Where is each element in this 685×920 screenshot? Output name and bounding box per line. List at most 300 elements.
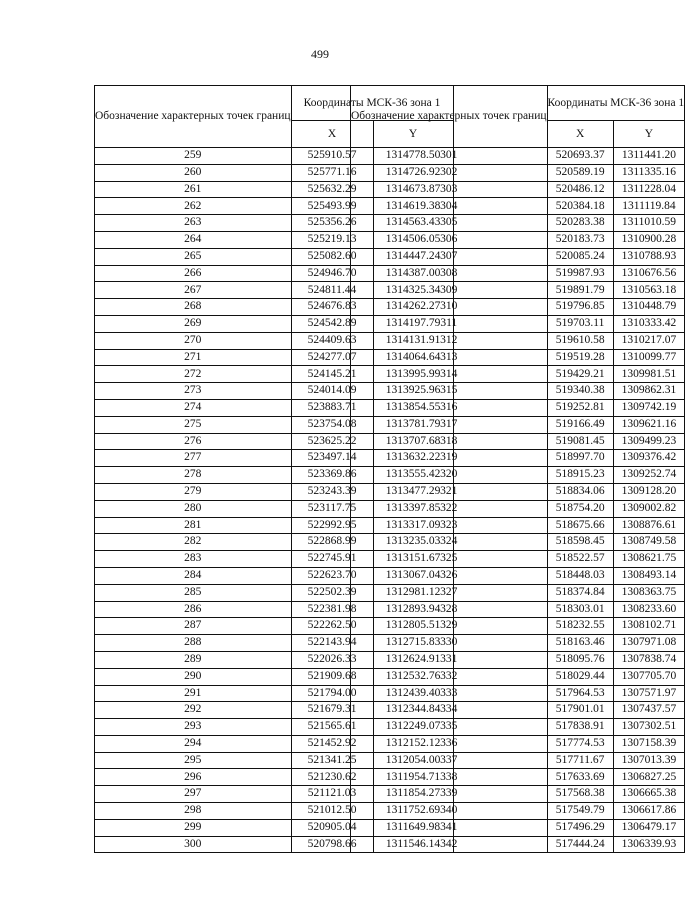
cell-y: 1308102.71 — [613, 618, 684, 635]
cell-y: 1308621.75 — [613, 551, 684, 568]
cell-y: 1306479.17 — [613, 819, 684, 836]
cell-y: 1313707.68 — [373, 433, 453, 450]
cell-point-number: 271 — [95, 349, 292, 366]
cell-point-number: 279 — [95, 483, 292, 500]
cell-point-number: 263 — [95, 215, 292, 232]
cell-point-number: 312 — [351, 332, 548, 349]
cell-y: 1312249.07 — [373, 719, 453, 736]
table-row — [351, 719, 685, 736]
cell-y: 1311752.69 — [373, 803, 453, 820]
cell-x: 518163.46 — [547, 635, 613, 652]
cell-y: 1311010.59 — [613, 215, 684, 232]
cell-y: 1314387.00 — [373, 265, 453, 282]
cell-y: 1306827.25 — [613, 769, 684, 786]
cell-point-number: 298 — [95, 803, 292, 820]
cell-x: 520085.24 — [547, 248, 613, 265]
cell-y: 1311954.71 — [373, 769, 453, 786]
cell-y: 1309128.20 — [613, 483, 684, 500]
cell-point-number: 340 — [351, 803, 548, 820]
cell-point-number: 306 — [351, 231, 548, 248]
cell-y: 1306617.86 — [613, 803, 684, 820]
cell-point-number: 284 — [95, 567, 292, 584]
cell-point-number: 277 — [95, 450, 292, 467]
cell-x: 517549.79 — [547, 803, 613, 820]
cell-x: 524145.21 — [291, 366, 373, 383]
cell-x: 523369.86 — [291, 467, 373, 484]
table-row — [351, 534, 685, 551]
cell-y: 1314506.05 — [373, 231, 453, 248]
cell-x: 518232.55 — [547, 618, 613, 635]
cell-point-number: 301 — [351, 148, 548, 165]
cell-y: 1310333.42 — [613, 315, 684, 332]
table-body — [351, 148, 685, 853]
cell-x: 520693.37 — [547, 148, 613, 165]
cell-y: 1313317.09 — [373, 517, 453, 534]
table-row — [351, 383, 685, 400]
cell-y: 1310099.77 — [613, 349, 684, 366]
table-row — [351, 618, 685, 635]
cell-point-number: 292 — [95, 702, 292, 719]
cell-point-number: 275 — [95, 416, 292, 433]
cell-y: 1309621.16 — [613, 416, 684, 433]
cell-x: 517711.67 — [547, 752, 613, 769]
table-row — [351, 551, 685, 568]
cell-y: 1314325.34 — [373, 282, 453, 299]
cell-x: 525082.60 — [291, 248, 373, 265]
cell-x: 519166.49 — [547, 416, 613, 433]
cell-point-number: 327 — [351, 584, 548, 601]
cell-x: 518997.70 — [547, 450, 613, 467]
cell-point-number: 264 — [95, 231, 292, 248]
cell-y: 1307971.08 — [613, 635, 684, 652]
cell-y: 1307571.97 — [613, 685, 684, 702]
cell-point-number: 302 — [351, 164, 548, 181]
cell-y: 1312715.83 — [373, 635, 453, 652]
cell-x: 520486.12 — [547, 181, 613, 198]
cell-x: 522992.95 — [291, 517, 373, 534]
cell-y: 1310217.07 — [613, 332, 684, 349]
cell-y: 1308363.75 — [613, 584, 684, 601]
table-row — [351, 819, 685, 836]
table-row — [351, 164, 685, 181]
cell-y: 1313632.22 — [373, 450, 453, 467]
cell-point-number: 323 — [351, 517, 548, 534]
cell-point-number: 322 — [351, 500, 548, 517]
cell-x: 517633.69 — [547, 769, 613, 786]
cell-x: 522502.39 — [291, 584, 373, 601]
cell-point-number: 316 — [351, 399, 548, 416]
cell-point-number: 309 — [351, 282, 548, 299]
cell-x: 518374.84 — [547, 584, 613, 601]
cell-point-number: 259 — [95, 148, 292, 165]
cell-x: 523497.14 — [291, 450, 373, 467]
cell-x: 520905.04 — [291, 819, 373, 836]
table-row — [351, 299, 685, 316]
cell-point-number: 317 — [351, 416, 548, 433]
cell-x: 518834.06 — [547, 483, 613, 500]
cell-y: 1313781.79 — [373, 416, 453, 433]
cell-x: 517444.24 — [547, 836, 613, 853]
cell-x: 524014.09 — [291, 383, 373, 400]
cell-y: 1314563.43 — [373, 215, 453, 232]
cell-y: 1310676.56 — [613, 265, 684, 282]
cell-y: 1309376.42 — [613, 450, 684, 467]
cell-y: 1310788.93 — [613, 248, 684, 265]
table-row — [351, 467, 685, 484]
cell-y: 1309981.51 — [613, 366, 684, 383]
cell-y: 1314262.27 — [373, 299, 453, 316]
cell-x: 525632.29 — [291, 181, 373, 198]
cell-y: 1306665.38 — [613, 786, 684, 803]
cell-point-number: 290 — [95, 668, 292, 685]
cell-x: 521679.31 — [291, 702, 373, 719]
cell-x: 519703.11 — [547, 315, 613, 332]
table-row — [351, 416, 685, 433]
header-point-designation: Обозначение характерных точек границ — [351, 86, 548, 148]
cell-x: 522623.70 — [291, 567, 373, 584]
cell-y: 1307013.39 — [613, 752, 684, 769]
cell-x: 518448.03 — [547, 567, 613, 584]
header-y: Y — [613, 121, 684, 148]
cell-y: 1314064.64 — [373, 349, 453, 366]
cell-x: 519610.58 — [547, 332, 613, 349]
cell-x: 522381.98 — [291, 601, 373, 618]
cell-y: 1310900.28 — [613, 231, 684, 248]
cell-point-number: 304 — [351, 198, 548, 215]
table-row — [351, 786, 685, 803]
table-row — [351, 399, 685, 416]
cell-point-number: 342 — [351, 836, 548, 853]
table-row — [351, 668, 685, 685]
cell-x: 518303.01 — [547, 601, 613, 618]
cell-point-number: 265 — [95, 248, 292, 265]
cell-x: 518029.44 — [547, 668, 613, 685]
cell-y: 1307437.57 — [613, 702, 684, 719]
cell-y: 1307705.70 — [613, 668, 684, 685]
cell-point-number: 337 — [351, 752, 548, 769]
cell-x: 520798.66 — [291, 836, 373, 853]
cell-point-number: 313 — [351, 349, 548, 366]
cell-x: 518754.20 — [547, 500, 613, 517]
cell-y: 1313477.29 — [373, 483, 453, 500]
table-row — [351, 483, 685, 500]
cell-y: 1311335.16 — [613, 164, 684, 181]
cell-point-number: 334 — [351, 702, 548, 719]
cell-y: 1314131.91 — [373, 332, 453, 349]
table-row — [351, 265, 685, 282]
cell-point-number: 295 — [95, 752, 292, 769]
cell-x: 525771.16 — [291, 164, 373, 181]
table-row — [351, 702, 685, 719]
cell-y: 1310448.79 — [613, 299, 684, 316]
cell-x: 525219.13 — [291, 231, 373, 248]
cell-point-number: 333 — [351, 685, 548, 702]
table-row — [351, 181, 685, 198]
cell-y: 1309742.19 — [613, 399, 684, 416]
cell-x: 518598.45 — [547, 534, 613, 551]
table-row — [351, 601, 685, 618]
cell-x: 523243.39 — [291, 483, 373, 500]
cell-y: 1311854.27 — [373, 786, 453, 803]
cell-x: 519081.45 — [547, 433, 613, 450]
cell-x: 524542.89 — [291, 315, 373, 332]
table-row — [351, 769, 685, 786]
table-row — [351, 231, 685, 248]
cell-point-number: 308 — [351, 265, 548, 282]
cell-x: 517964.53 — [547, 685, 613, 702]
cell-x: 521230.62 — [291, 769, 373, 786]
cell-point-number: 336 — [351, 735, 548, 752]
cell-x: 521909.68 — [291, 668, 373, 685]
cell-point-number: 335 — [351, 719, 548, 736]
cell-point-number: 272 — [95, 366, 292, 383]
cell-x: 517774.53 — [547, 735, 613, 752]
cell-x: 519796.85 — [547, 299, 613, 316]
cell-y: 1309252.74 — [613, 467, 684, 484]
cell-y: 1306339.93 — [613, 836, 684, 853]
cell-point-number: 338 — [351, 769, 548, 786]
cell-x: 519987.93 — [547, 265, 613, 282]
cell-y: 1314447.24 — [373, 248, 453, 265]
cell-x: 523625.22 — [291, 433, 373, 450]
cell-point-number: 300 — [95, 836, 292, 853]
cell-y: 1308876.61 — [613, 517, 684, 534]
cell-x: 522262.50 — [291, 618, 373, 635]
cell-point-number: 296 — [95, 769, 292, 786]
cell-point-number: 325 — [351, 551, 548, 568]
cell-point-number: 297 — [95, 786, 292, 803]
cell-y: 1311649.98 — [373, 819, 453, 836]
cell-point-number: 269 — [95, 315, 292, 332]
cell-y: 1312439.40 — [373, 685, 453, 702]
cell-point-number: 278 — [95, 467, 292, 484]
cell-x: 524409.63 — [291, 332, 373, 349]
cell-point-number: 299 — [95, 819, 292, 836]
cell-point-number: 283 — [95, 551, 292, 568]
cell-y: 1312805.51 — [373, 618, 453, 635]
table-row — [351, 735, 685, 752]
cell-y: 1311441.20 — [613, 148, 684, 165]
cell-point-number: 341 — [351, 819, 548, 836]
header-coordinates: Координаты МСК-36 зона 1 — [547, 86, 685, 121]
cell-point-number: 281 — [95, 517, 292, 534]
cell-point-number: 285 — [95, 584, 292, 601]
cell-x: 518675.66 — [547, 517, 613, 534]
cell-point-number: 287 — [95, 618, 292, 635]
cell-x: 520283.38 — [547, 215, 613, 232]
cell-point-number: 294 — [95, 735, 292, 752]
cell-point-number: 326 — [351, 567, 548, 584]
cell-point-number: 270 — [95, 332, 292, 349]
cell-point-number: 329 — [351, 618, 548, 635]
cell-y: 1313235.03 — [373, 534, 453, 551]
cell-y: 1307838.74 — [613, 651, 684, 668]
cell-x: 519429.21 — [547, 366, 613, 383]
table-row — [351, 567, 685, 584]
cell-y: 1312532.76 — [373, 668, 453, 685]
cell-x: 520589.19 — [547, 164, 613, 181]
header-point-designation: Обозначение характерных точек границ — [95, 86, 292, 148]
cell-y: 1308233.60 — [613, 601, 684, 618]
cell-x: 520384.18 — [547, 198, 613, 215]
cell-x: 521794.00 — [291, 685, 373, 702]
cell-y: 1307302.51 — [613, 719, 684, 736]
table-row — [351, 215, 685, 232]
cell-y: 1312624.91 — [373, 651, 453, 668]
cell-x: 517568.38 — [547, 786, 613, 803]
cell-y: 1313995.99 — [373, 366, 453, 383]
cell-x: 525493.99 — [291, 198, 373, 215]
cell-point-number: 303 — [351, 181, 548, 198]
cell-y: 1313067.04 — [373, 567, 453, 584]
cell-x: 517496.29 — [547, 819, 613, 836]
table-row — [351, 366, 685, 383]
cell-point-number: 267 — [95, 282, 292, 299]
header-x: X — [547, 121, 613, 148]
cell-point-number: 324 — [351, 534, 548, 551]
cell-y: 1309499.23 — [613, 433, 684, 450]
cell-y: 1309862.31 — [613, 383, 684, 400]
cell-point-number: 314 — [351, 366, 548, 383]
table-row — [351, 685, 685, 702]
cell-point-number: 311 — [351, 315, 548, 332]
cell-point-number: 339 — [351, 786, 548, 803]
table-row — [351, 148, 685, 165]
cell-y: 1313854.55 — [373, 399, 453, 416]
cell-y: 1312054.00 — [373, 752, 453, 769]
cell-y: 1308493.14 — [613, 567, 684, 584]
cell-x: 522868.99 — [291, 534, 373, 551]
cell-point-number: 261 — [95, 181, 292, 198]
cell-x: 524811.44 — [291, 282, 373, 299]
cell-y: 1314778.50 — [373, 148, 453, 165]
cell-x: 524676.83 — [291, 299, 373, 316]
cell-point-number: 286 — [95, 601, 292, 618]
coordinates-table-right — [350, 85, 685, 853]
cell-point-number: 310 — [351, 299, 548, 316]
table-row — [351, 332, 685, 349]
cell-x: 518915.23 — [547, 467, 613, 484]
cell-y: 1312981.12 — [373, 584, 453, 601]
table-row — [351, 752, 685, 769]
table-row — [351, 500, 685, 517]
cell-x: 521121.03 — [291, 786, 373, 803]
cell-point-number: 273 — [95, 383, 292, 400]
cell-y: 1308749.58 — [613, 534, 684, 551]
cell-x: 518522.57 — [547, 551, 613, 568]
cell-point-number: 320 — [351, 467, 548, 484]
cell-point-number: 268 — [95, 299, 292, 316]
cell-x: 520183.73 — [547, 231, 613, 248]
cell-x: 523117.75 — [291, 500, 373, 517]
table-row — [351, 836, 685, 853]
table-row — [351, 248, 685, 265]
table-row — [351, 282, 685, 299]
cell-point-number: 291 — [95, 685, 292, 702]
table-row — [351, 651, 685, 668]
cell-x: 517838.91 — [547, 719, 613, 736]
cell-y: 1313151.67 — [373, 551, 453, 568]
cell-x: 523754.08 — [291, 416, 373, 433]
cell-point-number: 307 — [351, 248, 548, 265]
cell-y: 1314673.87 — [373, 181, 453, 198]
cell-x: 525356.26 — [291, 215, 373, 232]
cell-y: 1307158.39 — [613, 735, 684, 752]
cell-y: 1314726.92 — [373, 164, 453, 181]
cell-point-number: 331 — [351, 651, 548, 668]
cell-y: 1314619.38 — [373, 198, 453, 215]
cell-point-number: 330 — [351, 635, 548, 652]
cell-x: 521341.25 — [291, 752, 373, 769]
header-y: Y — [373, 121, 453, 148]
cell-x: 517901.01 — [547, 702, 613, 719]
cell-y: 1310563.18 — [613, 282, 684, 299]
cell-point-number: 266 — [95, 265, 292, 282]
cell-y: 1312893.94 — [373, 601, 453, 618]
cell-point-number: 328 — [351, 601, 548, 618]
cell-y: 1311119.84 — [613, 198, 684, 215]
cell-point-number: 274 — [95, 399, 292, 416]
cell-y: 1313397.85 — [373, 500, 453, 517]
cell-point-number: 280 — [95, 500, 292, 517]
cell-x: 524946.70 — [291, 265, 373, 282]
cell-x: 521012.50 — [291, 803, 373, 820]
table-row — [351, 315, 685, 332]
cell-y: 1313925.96 — [373, 383, 453, 400]
cell-point-number: 321 — [351, 483, 548, 500]
table-row — [351, 349, 685, 366]
page-number: 499 — [311, 47, 329, 61]
cell-x: 522143.94 — [291, 635, 373, 652]
cell-x: 519519.28 — [547, 349, 613, 366]
table-row — [351, 433, 685, 450]
table-row — [351, 198, 685, 215]
cell-point-number: 288 — [95, 635, 292, 652]
cell-y: 1312152.12 — [373, 735, 453, 752]
cell-x: 519891.79 — [547, 282, 613, 299]
table-row — [351, 584, 685, 601]
cell-x: 524277.07 — [291, 349, 373, 366]
cell-point-number: 318 — [351, 433, 548, 450]
cell-point-number: 332 — [351, 668, 548, 685]
table-row — [351, 803, 685, 820]
cell-point-number: 276 — [95, 433, 292, 450]
table-row — [351, 635, 685, 652]
cell-y: 1309002.82 — [613, 500, 684, 517]
table-row — [351, 517, 685, 534]
cell-x: 522745.91 — [291, 551, 373, 568]
cell-x: 523883.71 — [291, 399, 373, 416]
cell-y: 1312344.84 — [373, 702, 453, 719]
table-row — [351, 450, 685, 467]
cell-x: 525910.57 — [291, 148, 373, 165]
cell-point-number: 305 — [351, 215, 548, 232]
cell-x: 521452.92 — [291, 735, 373, 752]
cell-y: 1311228.04 — [613, 181, 684, 198]
cell-y: 1311546.14 — [373, 836, 453, 853]
cell-y: 1313555.42 — [373, 467, 453, 484]
cell-x: 521565.61 — [291, 719, 373, 736]
cell-point-number: 315 — [351, 383, 548, 400]
cell-point-number: 289 — [95, 651, 292, 668]
cell-x: 518095.76 — [547, 651, 613, 668]
header-coordinates: Координаты МСК-36 зона 1 — [291, 86, 453, 121]
cell-point-number: 319 — [351, 450, 548, 467]
cell-point-number: 260 — [95, 164, 292, 181]
cell-x: 519340.38 — [547, 383, 613, 400]
cell-y: 1314197.79 — [373, 315, 453, 332]
cell-x: 519252.81 — [547, 399, 613, 416]
